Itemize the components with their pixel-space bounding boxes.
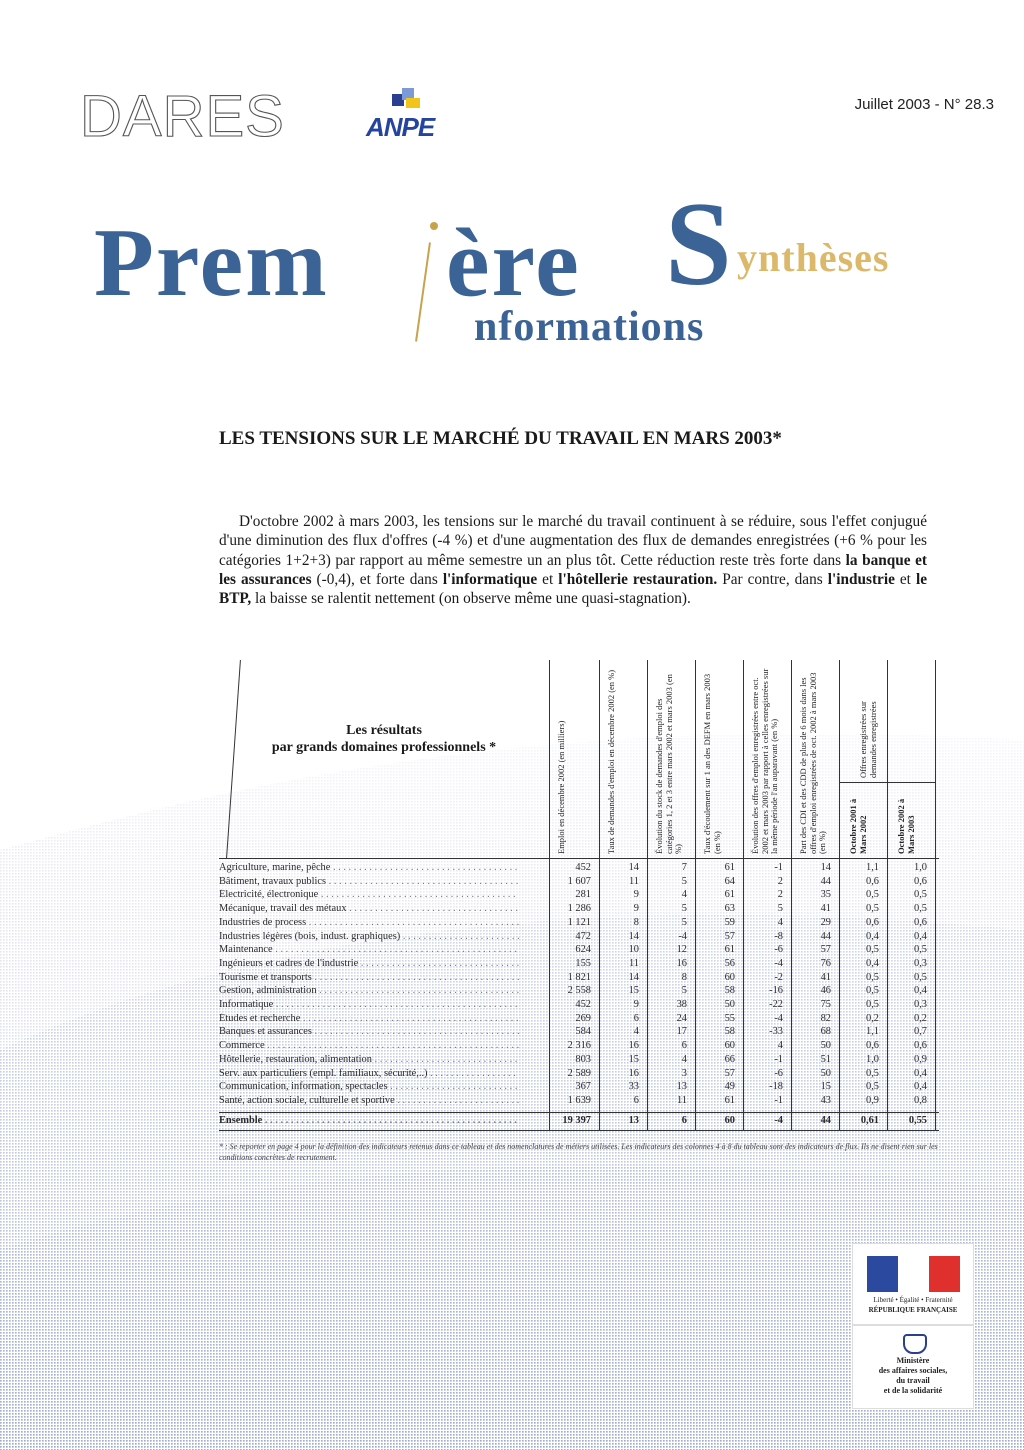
row-label: Études et recherche . . . <box>219 1013 519 1024</box>
cell-value: 17 <box>676 1026 687 1038</box>
cell-value: 0,9 <box>866 1094 879 1106</box>
cell-value: 6 <box>633 1094 639 1106</box>
masthead-syntheses: ynthèses <box>737 235 890 280</box>
row-label: Bâtiment, travaux publics . . . <box>219 876 519 887</box>
cell-value: 11 <box>676 1094 687 1106</box>
row-label: Maintenance . . . <box>219 944 519 955</box>
cell-value: -4 <box>678 930 687 942</box>
cell-value: 57 <box>820 944 831 956</box>
cell-value: 12 <box>676 944 687 956</box>
cell-value: 64 <box>724 875 735 887</box>
cell-value: -16 <box>769 985 783 997</box>
cell-value: 8 <box>681 971 687 983</box>
intro-paragraph: D'octobre 2002 à mars 2003, les tensions sur le marché du travail continuent à se réduire, sous l'effet conjugué d'une diminution des flux d'offres (-4 %) et d'une augmentation des flux de demandes enregistrées (+6 % pour les catégories 1+2+3) par rapport au même semestre un an plus tôt. Cette réduction reste très forte dans la banque et les assurances (-0,4), et forte dans l'informatique et l'hôtellerie restauration. Par contre, dans l'industrie et le BTP, la baisse se ralentit nettement (on observe même une quasi-stagnation). <box>219 513 927 608</box>
cell-value: 0,5 <box>866 1081 879 1093</box>
cell-value: 803 <box>575 1053 591 1065</box>
cell-value: 41 <box>820 903 831 915</box>
table-row <box>219 876 939 890</box>
republique-name: RÉPUBLIQUE FRANÇAISE <box>868 1306 958 1314</box>
cell-value: 0,4 <box>914 1081 927 1093</box>
cell-value: 0,5 <box>866 971 879 983</box>
cell-value: 50 <box>820 1067 831 1079</box>
cell-value: -4 <box>774 1114 783 1126</box>
cell-value: -4 <box>774 1012 783 1024</box>
row-label: Industries de process . . . <box>219 917 519 928</box>
cell-value: 16 <box>676 957 687 969</box>
table-row <box>219 903 939 917</box>
cell-value: 1 607 <box>567 875 591 887</box>
cell-value: 68 <box>820 1026 831 1038</box>
cell-value: 59 <box>724 916 735 928</box>
cell-value: -33 <box>769 1026 783 1038</box>
row-label: Gestion, administration . . . <box>219 985 519 996</box>
column-header: Évolution du stock de demandes d'emploi des catégories 1, 2 et 3 entre mars 2002 et mars 2003 (en %) <box>654 674 683 854</box>
table-row <box>219 1095 939 1109</box>
cell-value: 15 <box>820 1081 831 1093</box>
cell-value: 5 <box>777 903 783 915</box>
cell-value: 63 <box>724 903 735 915</box>
row-label: Industries légères (bois, indust. graphiques) . . . <box>219 931 519 942</box>
table-total-rule-top <box>219 1112 939 1113</box>
cell-value: -1 <box>774 862 783 873</box>
column-header: Évolution des offres d'emploi enregistrées entre oct. 2002 et mars 2003 par rapport à celles enregistrées sur la même période l'an auparavant (en %) <box>750 668 779 854</box>
cell-value: 2 <box>777 875 783 887</box>
cell-value: -22 <box>769 999 783 1010</box>
cell-value: 4 <box>777 1040 783 1052</box>
table-row <box>219 862 939 876</box>
cell-value: 0,55 <box>908 1114 927 1126</box>
column-header: Part des CDI et des CDD de plus de 6 mois dans les offres d'emploi enregistrées de oct. 2002 à mars 2003 (en %) <box>798 672 827 854</box>
cell-value: 16 <box>628 1067 639 1079</box>
cell-value: 9 <box>633 889 639 901</box>
republique-francaise-logo <box>852 1243 974 1325</box>
cell-value: 0,5 <box>866 903 879 915</box>
cell-value: 0,6 <box>866 916 879 928</box>
cell-value: 4 <box>633 1026 639 1038</box>
cell-value: 61 <box>724 862 735 873</box>
masthead <box>90 177 960 362</box>
cell-value: 14 <box>820 862 831 873</box>
cell-value: 0,4 <box>866 957 879 969</box>
masthead-informations: nformations <box>474 304 705 350</box>
cell-value: 9 <box>633 999 639 1010</box>
cell-value: 0,4 <box>866 930 879 942</box>
table-row <box>219 944 939 958</box>
ministere-name: Ministère des affaires sociales, du travail et de la solidarité <box>878 1356 948 1395</box>
article-title: LES TENSIONS SUR LE MARCHÉ DU TRAVAIL EN MARS 2003* <box>219 428 782 449</box>
ministere-emblem-icon <box>903 1334 927 1354</box>
cell-value: 0,4 <box>914 1067 927 1079</box>
cell-value: 2 558 <box>567 985 591 997</box>
table-row <box>219 999 939 1013</box>
cell-value: 11 <box>628 957 639 969</box>
anpe-logo <box>362 88 452 144</box>
row-label: Serv. aux particuliers (empl. familiaux, sécurité,..) . . . <box>219 1068 519 1079</box>
cell-value: 0,4 <box>914 930 927 942</box>
cell-value: 0,6 <box>866 1040 879 1052</box>
cell-value: 0,3 <box>914 999 927 1010</box>
cell-value: 3 <box>681 1067 687 1079</box>
cell-value: 60 <box>724 971 735 983</box>
cell-value: 1,1 <box>866 1026 879 1038</box>
cell-value: 50 <box>724 999 735 1010</box>
cell-value: 155 <box>575 957 591 969</box>
table-row <box>219 1054 939 1068</box>
cell-value: 4 <box>681 1053 687 1065</box>
group-column-header: Offres enregistrées sur demandes enregistrées <box>858 701 878 778</box>
cell-value: 46 <box>820 985 831 997</box>
cell-value: 75 <box>820 999 831 1010</box>
row-label: Communication, information, spectacles . . . <box>219 1081 519 1092</box>
cell-value: 5 <box>681 985 687 997</box>
cell-value: 82 <box>820 1012 831 1024</box>
cell-value: 0,5 <box>914 944 927 956</box>
cell-value: 35 <box>820 889 831 901</box>
cell-value: 0,6 <box>914 1040 927 1052</box>
table-row <box>219 1068 939 1082</box>
column-header: Emploi en décembre 2002 (en milliers) <box>556 720 566 854</box>
cell-value: 0,4 <box>914 985 927 997</box>
cell-value: 452 <box>575 999 591 1010</box>
cell-value: 7 <box>681 862 687 873</box>
masthead-prem: Prem <box>94 209 329 317</box>
cell-value: -2 <box>774 971 783 983</box>
cell-value: 0,5 <box>914 903 927 915</box>
table-footnote: * : Se reporter en page 4 pour la définition des indicateurs retenus dans ce tableau et des nomenclatures de métiers utilisées. Les indicateurs des colonnes 4 à 8 du tableau sont des indicateurs de flux. Ils ne disent rien sur les conditions concrètes de recrutement. <box>219 1142 938 1162</box>
cell-value: 0,5 <box>914 889 927 901</box>
cell-value: 1,0 <box>914 862 927 873</box>
cell-value: 14 <box>628 930 639 942</box>
cell-value: 61 <box>724 889 735 901</box>
column-header: Taux d'écoulement sur 1 an des DEFM en mars 2003 (en %) <box>702 673 722 854</box>
cell-value: 1 286 <box>567 903 591 915</box>
cell-value: 44 <box>820 875 831 887</box>
cell-value: 0,5 <box>866 944 879 956</box>
cell-value: 0,6 <box>866 875 879 887</box>
french-flag-icon <box>867 1256 959 1292</box>
cell-value: 367 <box>575 1081 591 1093</box>
cell-value: 61 <box>724 1094 735 1106</box>
table-row <box>219 985 939 999</box>
cell-value: 0,3 <box>914 957 927 969</box>
anpe-mark-icon <box>392 88 422 110</box>
table-row <box>219 1026 939 1040</box>
cell-value: 269 <box>575 1012 591 1024</box>
row-label: Ingénieurs et cadres de l'industrie . . . <box>219 958 519 969</box>
cell-value: 8 <box>633 916 639 928</box>
cell-value: 0,5 <box>866 889 879 901</box>
cell-value: 58 <box>724 1026 735 1038</box>
cell-value: 6 <box>633 1012 639 1024</box>
table-total-row <box>219 1115 939 1129</box>
cell-value: 0,9 <box>914 1053 927 1065</box>
cell-value: 13 <box>676 1081 687 1093</box>
dares-logo: DARES <box>80 84 285 149</box>
cell-value: 1 821 <box>567 971 591 983</box>
cell-value: 0,5 <box>866 985 879 997</box>
cell-value: 14 <box>628 971 639 983</box>
table-row <box>219 1040 939 1054</box>
cell-value: 452 <box>575 862 591 873</box>
cell-value: 44 <box>820 1114 831 1126</box>
cell-value: -8 <box>774 930 783 942</box>
row-label: Ensemble . . . <box>219 1115 519 1126</box>
cell-value: 0,5 <box>866 999 879 1010</box>
cell-value: 6 <box>681 1114 687 1126</box>
cell-value: 24 <box>676 1012 687 1024</box>
cell-value: 10 <box>628 944 639 956</box>
cell-value: 1 639 <box>567 1094 591 1106</box>
masthead-i-stroke <box>415 242 431 341</box>
cell-value: 1,0 <box>866 1053 879 1065</box>
cell-value: 281 <box>575 889 591 901</box>
sub-column-header: Octobre 2001 à Mars 2002 <box>848 798 868 854</box>
cell-value: 15 <box>628 1053 639 1065</box>
row-label: Hôtellerie, restauration, alimentation . . . <box>219 1054 519 1065</box>
table-left-rule <box>226 660 241 858</box>
cell-value: 0,5 <box>914 971 927 983</box>
row-label: Informatique . . . <box>219 999 519 1010</box>
cell-value: -18 <box>769 1081 783 1093</box>
cell-value: 584 <box>575 1026 591 1038</box>
results-table <box>219 660 939 1135</box>
masthead-ere: ère <box>446 209 581 317</box>
cell-value: 0,6 <box>914 916 927 928</box>
cell-value: 0,6 <box>914 875 927 887</box>
masthead-i-dot <box>430 222 438 230</box>
cell-value: 16 <box>628 1040 639 1052</box>
cell-value: 56 <box>724 957 735 969</box>
cell-value: 60 <box>724 1040 735 1052</box>
table-row <box>219 917 939 931</box>
cell-value: 51 <box>820 1053 831 1065</box>
table-group-rule <box>839 782 935 783</box>
cell-value: 11 <box>628 875 639 887</box>
row-label: Santé, action sociale, culturelle et sportive . . . <box>219 1095 519 1106</box>
table-title: Les résultats par grands domaines professionnels * <box>271 723 497 755</box>
cell-value: 5 <box>681 875 687 887</box>
table-header-rule <box>219 858 939 859</box>
issue-number: Juillet 2003 - N° 28.3 <box>854 96 994 113</box>
cell-value: 13 <box>628 1114 639 1126</box>
cell-value: -6 <box>774 944 783 956</box>
cell-value: 2 316 <box>567 1040 591 1052</box>
cell-value: 4 <box>777 916 783 928</box>
cell-value: 38 <box>676 999 687 1010</box>
cell-value: 50 <box>820 1040 831 1052</box>
table-row <box>219 972 939 986</box>
cell-value: 0,7 <box>914 1026 927 1038</box>
cell-value: 0,61 <box>860 1114 879 1126</box>
cell-value: 43 <box>820 1094 831 1106</box>
row-label: Tourisme et transports . . . <box>219 972 519 983</box>
cell-value: 472 <box>575 930 591 942</box>
cell-value: 4 <box>681 889 687 901</box>
cell-value: 6 <box>681 1040 687 1052</box>
cell-value: 41 <box>820 971 831 983</box>
cell-value: 29 <box>820 916 831 928</box>
masthead-s: S <box>665 177 732 310</box>
table-total-rule-bottom <box>219 1130 939 1131</box>
republique-motto: Liberté • Égalité • Fraternité <box>873 1296 953 1304</box>
cell-value: 1 121 <box>567 916 591 928</box>
cell-value: 44 <box>820 930 831 942</box>
cell-value: 2 589 <box>567 1067 591 1079</box>
cell-value: 5 <box>681 903 687 915</box>
cell-value: 0,5 <box>866 1067 879 1079</box>
cell-value: 33 <box>628 1081 639 1093</box>
cell-value: 76 <box>820 957 831 969</box>
table-row <box>219 889 939 903</box>
cell-value: 49 <box>724 1081 735 1093</box>
cell-value: 55 <box>724 1012 735 1024</box>
cell-value: 61 <box>724 944 735 956</box>
table-row <box>219 958 939 972</box>
row-label: Mécanique, travail des métaux . . . <box>219 903 519 914</box>
cell-value: -6 <box>774 1067 783 1079</box>
cell-value: 66 <box>724 1053 735 1065</box>
cell-value: 1,1 <box>866 862 879 873</box>
cell-value: 19 397 <box>562 1114 591 1126</box>
anpe-logo-text: ANPE <box>366 112 435 142</box>
cell-value: -1 <box>774 1094 783 1106</box>
cell-value: 0,2 <box>914 1012 927 1024</box>
cell-value: 14 <box>628 862 639 873</box>
row-label: Banques et assurances . . . <box>219 1026 519 1037</box>
row-label: Agriculture, marine, pêche . . . <box>219 862 519 873</box>
cell-value: -4 <box>774 957 783 969</box>
cell-value: -1 <box>774 1053 783 1065</box>
cell-value: 5 <box>681 916 687 928</box>
row-label: Électricité, électronique . . . <box>219 889 519 900</box>
table-row <box>219 1013 939 1027</box>
cell-value: 57 <box>724 930 735 942</box>
cell-value: 15 <box>628 985 639 997</box>
sub-column-header: Octobre 2002 à Mars 2003 <box>896 798 916 854</box>
row-label: Commerce . . . <box>219 1040 519 1051</box>
column-header: Taux de demandes d'emploi en décembre 2002 (en %) <box>606 669 616 854</box>
cell-value: 624 <box>575 944 591 956</box>
cell-value: 9 <box>633 903 639 915</box>
ministere-logo <box>852 1325 974 1409</box>
cell-value: 0,2 <box>866 1012 879 1024</box>
table-row <box>219 1081 939 1095</box>
cell-value: 2 <box>777 889 783 901</box>
cell-value: 0,8 <box>914 1094 927 1106</box>
cell-value: 58 <box>724 985 735 997</box>
cell-value: 57 <box>724 1067 735 1079</box>
cell-value: 60 <box>724 1114 735 1126</box>
table-row <box>219 931 939 945</box>
